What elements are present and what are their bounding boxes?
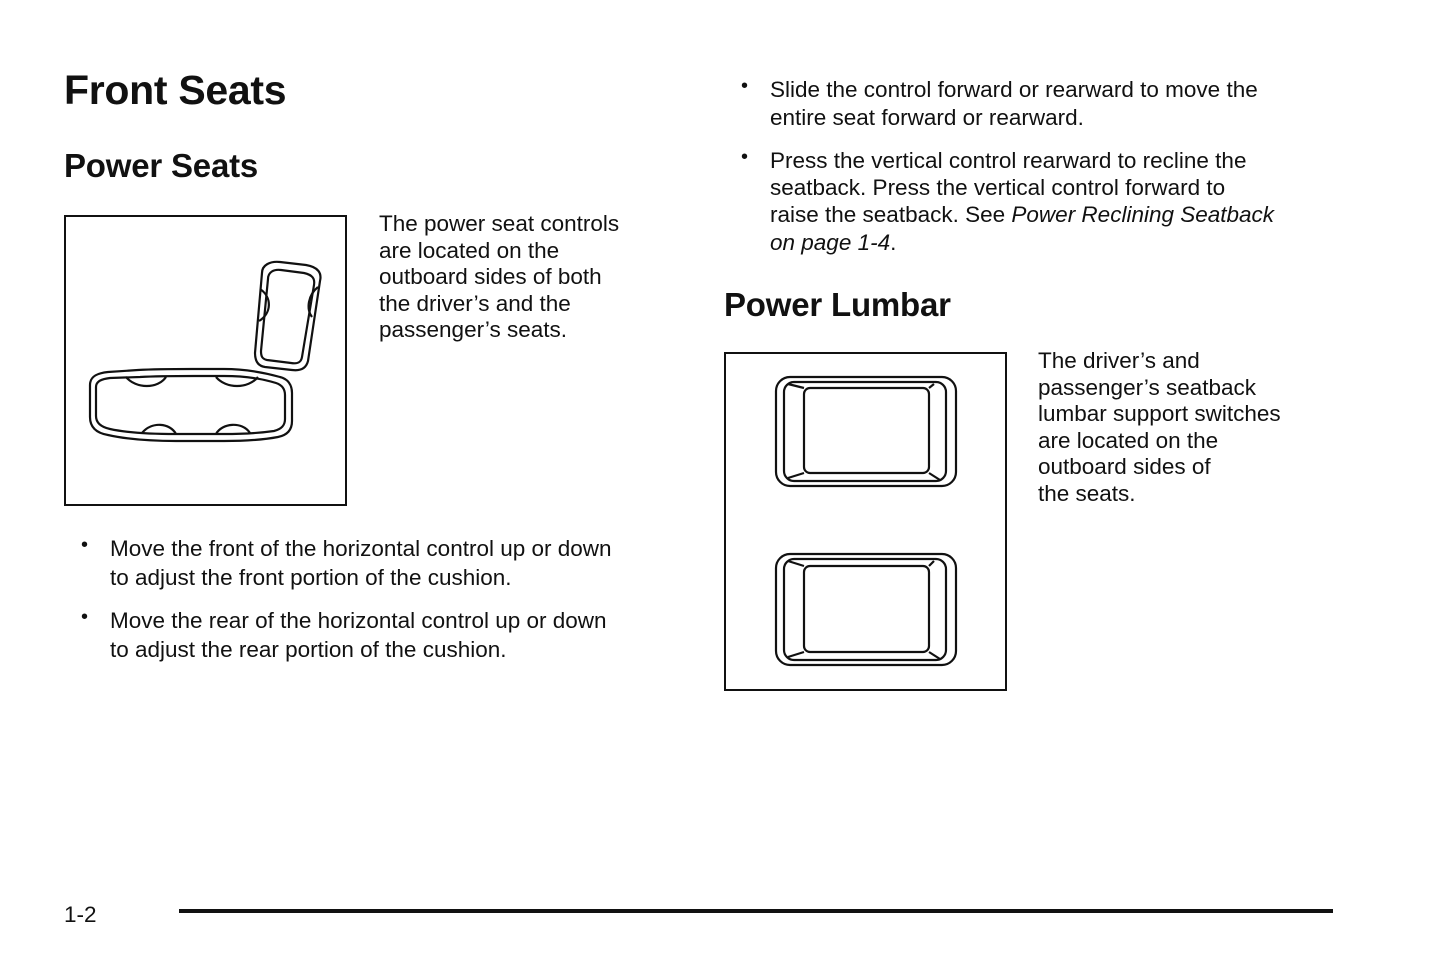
power-seats-bullet-list	[64, 534, 612, 664]
power-seats-description-line: the driver’s and the	[379, 290, 571, 316]
bullet-text-line: entire seat forward or rearward.	[770, 104, 1084, 130]
power-lumbar-description-line: passenger’s seatback	[1038, 374, 1257, 400]
power-seat-controls-icon	[66, 217, 345, 504]
bullet-text-line: Press the vertical control rearward to recline the	[770, 148, 1247, 173]
bullet-text-line: seatback. Press the vertical control forward to	[770, 175, 1226, 201]
power-seat-controls-figure	[64, 215, 347, 506]
power-lumbar-description-line: are located on the	[1038, 427, 1219, 453]
cross-reference-link[interactable]: Power Reclining Seatback	[1011, 202, 1275, 228]
seat-adjustment-bullet-list	[724, 76, 1274, 256]
bullet-text-line: to adjust the rear portion of the cushion.	[110, 637, 507, 662]
list-item	[724, 76, 1274, 131]
bullet-text: .	[890, 229, 897, 255]
page-number: 1-2	[64, 902, 97, 927]
power-lumbar-description-line: The driver’s and	[1038, 348, 1200, 373]
bullet-text-line: Slide the control forward or rearward to move the	[770, 77, 1258, 102]
cross-reference-page[interactable]: on page 1-4	[770, 229, 891, 255]
bullet-text-line: Move the rear of the horizontal control up or down	[110, 608, 607, 633]
bullet-text: raise the seatback. See	[770, 202, 1012, 228]
power-seats-description-line: passenger’s seats.	[379, 317, 568, 343]
lumbar-switches-icon	[726, 354, 1005, 689]
power-lumbar-description-line: lumbar support switches	[1038, 401, 1281, 427]
bullet-icon: •	[81, 534, 89, 556]
footer-rule	[179, 909, 1333, 913]
power-lumbar-heading: Power Lumbar	[724, 286, 951, 323]
power-seats-description-line: outboard sides of both	[379, 264, 602, 290]
bullet-icon: •	[741, 75, 749, 97]
power-seats-description-line: The power seat controls	[379, 211, 620, 236]
power-seats-heading: Power Seats	[64, 147, 259, 184]
page-title: Front Seats	[64, 67, 287, 113]
list-item	[724, 147, 1274, 256]
list-item	[64, 606, 612, 664]
bullet-icon: •	[741, 146, 749, 168]
bullet-text-line	[770, 229, 1274, 256]
list-item	[64, 534, 612, 592]
bullet-text-line: Move the front of the horizontal control up or down	[110, 536, 612, 561]
lumbar-switches-figure	[724, 352, 1007, 691]
bullet-text-line	[770, 201, 1274, 228]
power-lumbar-description-line: the seats.	[1038, 480, 1136, 506]
power-seats-description-line: are located on the	[379, 237, 560, 263]
bullet-icon: •	[81, 606, 89, 628]
bullet-text-line: to adjust the front portion of the cushion.	[110, 565, 512, 590]
power-seats-description	[379, 211, 669, 344]
power-lumbar-description-line: outboard sides of	[1038, 454, 1211, 480]
power-lumbar-description	[1038, 348, 1328, 508]
